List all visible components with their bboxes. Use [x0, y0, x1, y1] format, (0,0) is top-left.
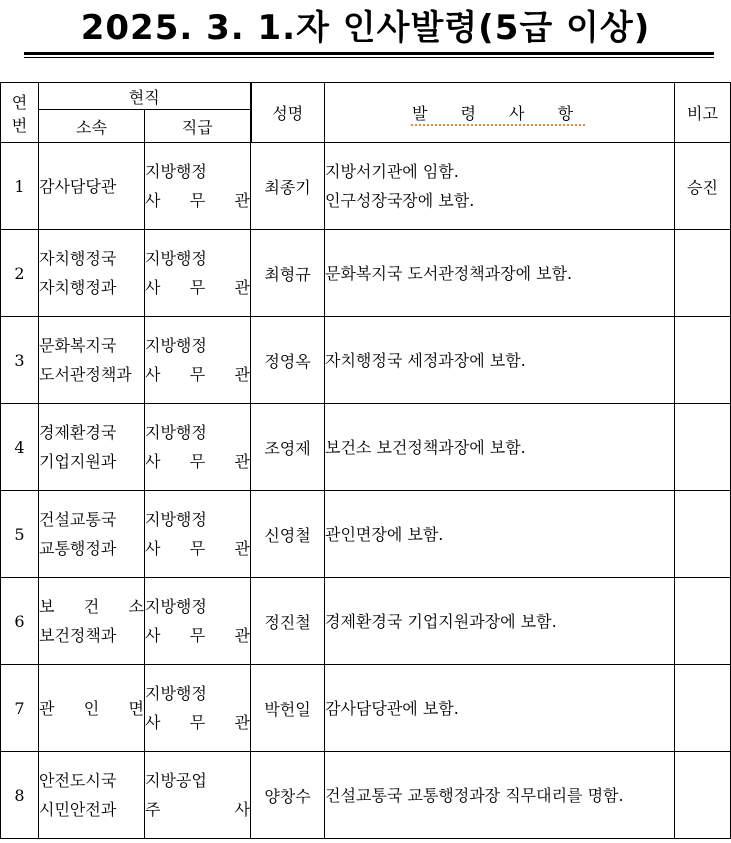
serial-cell: 7: [1, 665, 39, 752]
serial-cell: 2: [1, 230, 39, 317]
department-line: 경제환경국: [39, 423, 117, 442]
department-cell: [39, 404, 145, 491]
serial-cell: 4: [1, 404, 39, 491]
table-row: [1, 665, 731, 752]
header-rank: 직급: [145, 110, 251, 143]
name-cell: 양창수: [251, 752, 325, 839]
rank-line: 지방행정: [145, 510, 207, 529]
rank-line: 주 사: [145, 800, 251, 819]
name-cell: 박헌일: [251, 665, 325, 752]
orders-cell: [325, 317, 675, 404]
name-cell: 최형규: [251, 230, 325, 317]
department-line: 도서관정책과: [39, 365, 132, 384]
note-cell: [675, 404, 731, 491]
header-note: 비고: [675, 83, 731, 143]
personnel-order-table: [0, 82, 731, 839]
table-row: [1, 491, 731, 578]
orders-line: 건설교통국 교통행정과장 직무대리를 명함.: [325, 785, 624, 805]
title-underline: [24, 52, 714, 55]
orders-cell: [325, 143, 675, 230]
department-line: 보건정책과: [39, 626, 117, 645]
name-cell: 신영철: [251, 491, 325, 578]
table-row: [1, 752, 731, 839]
rank-line: 지방공업: [145, 771, 207, 790]
rank-cell: [145, 404, 251, 491]
orders-line: 감사담당관에 보함.: [325, 698, 459, 718]
orders-line: 문화복지국 도서관정책과장에 보함.: [325, 263, 573, 283]
name-cell: 정영옥: [251, 317, 325, 404]
serial-cell: 1: [1, 143, 39, 230]
orders-line: 경제환경국 기업지원과장에 보함.: [325, 611, 557, 631]
orders-cell: [325, 665, 675, 752]
note-cell: 승진: [675, 143, 731, 230]
orders-line: 보건소 보건정책과장에 보함.: [325, 437, 526, 457]
department-line: 건설교통국: [39, 510, 117, 529]
department-cell: [39, 578, 145, 665]
department-cell: [39, 143, 145, 230]
rank-line: 지방행정: [145, 684, 207, 703]
rank-line: 지방행정: [145, 336, 207, 355]
rank-cell: [145, 578, 251, 665]
orders-line: 인구성장국장에 보함.: [325, 191, 475, 210]
table-row: [1, 317, 731, 404]
department-line: 자치행정과: [39, 278, 117, 297]
department-line: 교통행정과: [39, 539, 117, 558]
orders-cell: [325, 491, 675, 578]
orders-cell: [325, 404, 675, 491]
header-orders-label: 발 령 사 항: [411, 104, 588, 123]
table-row: [1, 578, 731, 665]
serial-cell: 6: [1, 578, 39, 665]
table-row: [1, 404, 731, 491]
name-cell: 정진철: [251, 578, 325, 665]
rank-cell: [145, 752, 251, 839]
department-cell: [39, 752, 145, 839]
serial-cell: 5: [1, 491, 39, 578]
header-current-position: 현직: [39, 83, 251, 110]
orders-line: 지방서기관에 임함.: [325, 162, 459, 181]
department-cell: [39, 230, 145, 317]
header-serial: [1, 83, 39, 143]
rank-cell: [145, 143, 251, 230]
department-line: 시민안전과: [39, 800, 117, 819]
note-cell: [675, 665, 731, 752]
rank-line: 사 무 관: [145, 713, 251, 732]
department-line: 기업지원과: [39, 452, 117, 471]
department-line: 문화복지국: [39, 336, 117, 355]
orders-cell: [325, 230, 675, 317]
rank-cell: [145, 491, 251, 578]
note-cell: [675, 230, 731, 317]
orders-line: 관인면장에 보함.: [325, 524, 444, 544]
department-cell: [39, 491, 145, 578]
orders-line: 자치행정국 세정과장에 보함.: [325, 350, 526, 370]
header-serial-bottom: 번: [11, 115, 28, 135]
note-cell: [675, 752, 731, 839]
rank-line: 지방행정: [145, 423, 207, 442]
rank-cell: [145, 230, 251, 317]
rank-cell: [145, 665, 251, 752]
serial-cell: 3: [1, 317, 39, 404]
note-cell: [675, 578, 731, 665]
department-cell: [39, 317, 145, 404]
page-title: 2025. 3. 1.자 인사발령(5급 이상): [80, 8, 651, 48]
department-line: 관 인 면: [39, 698, 144, 718]
table-row: [1, 143, 731, 230]
name-cell: 조영제: [251, 404, 325, 491]
rank-cell: [145, 317, 251, 404]
header-department: 소속: [39, 110, 145, 143]
note-cell: [675, 491, 731, 578]
header-orders: [325, 83, 675, 143]
header-serial-top: 연: [11, 92, 28, 112]
rank-line: 사 무 관: [145, 539, 251, 558]
department-cell: [39, 665, 145, 752]
department-line: 감사담당관: [39, 176, 117, 196]
department-line: 보 건 소: [39, 597, 144, 616]
name-cell: 최종기: [251, 143, 325, 230]
department-line: 안전도시국: [39, 771, 117, 790]
header-name: 성명: [251, 83, 325, 143]
rank-line: 사 무 관: [145, 278, 251, 297]
rank-line: 지방행정: [145, 597, 207, 616]
department-line: 자치행정국: [39, 249, 117, 268]
rank-line: 사 무 관: [145, 626, 251, 645]
orders-cell: [325, 752, 675, 839]
title-underline-thin: [24, 57, 714, 58]
table-row: [1, 230, 731, 317]
rank-line: 사 무 관: [145, 365, 251, 384]
rank-line: 사 무 관: [145, 452, 251, 471]
rank-line: 지방행정: [145, 249, 207, 268]
note-cell: [675, 317, 731, 404]
rank-line: 사 무 관: [145, 191, 251, 210]
rank-line: 지방행정: [145, 162, 207, 181]
serial-cell: 8: [1, 752, 39, 839]
orders-cell: [325, 578, 675, 665]
